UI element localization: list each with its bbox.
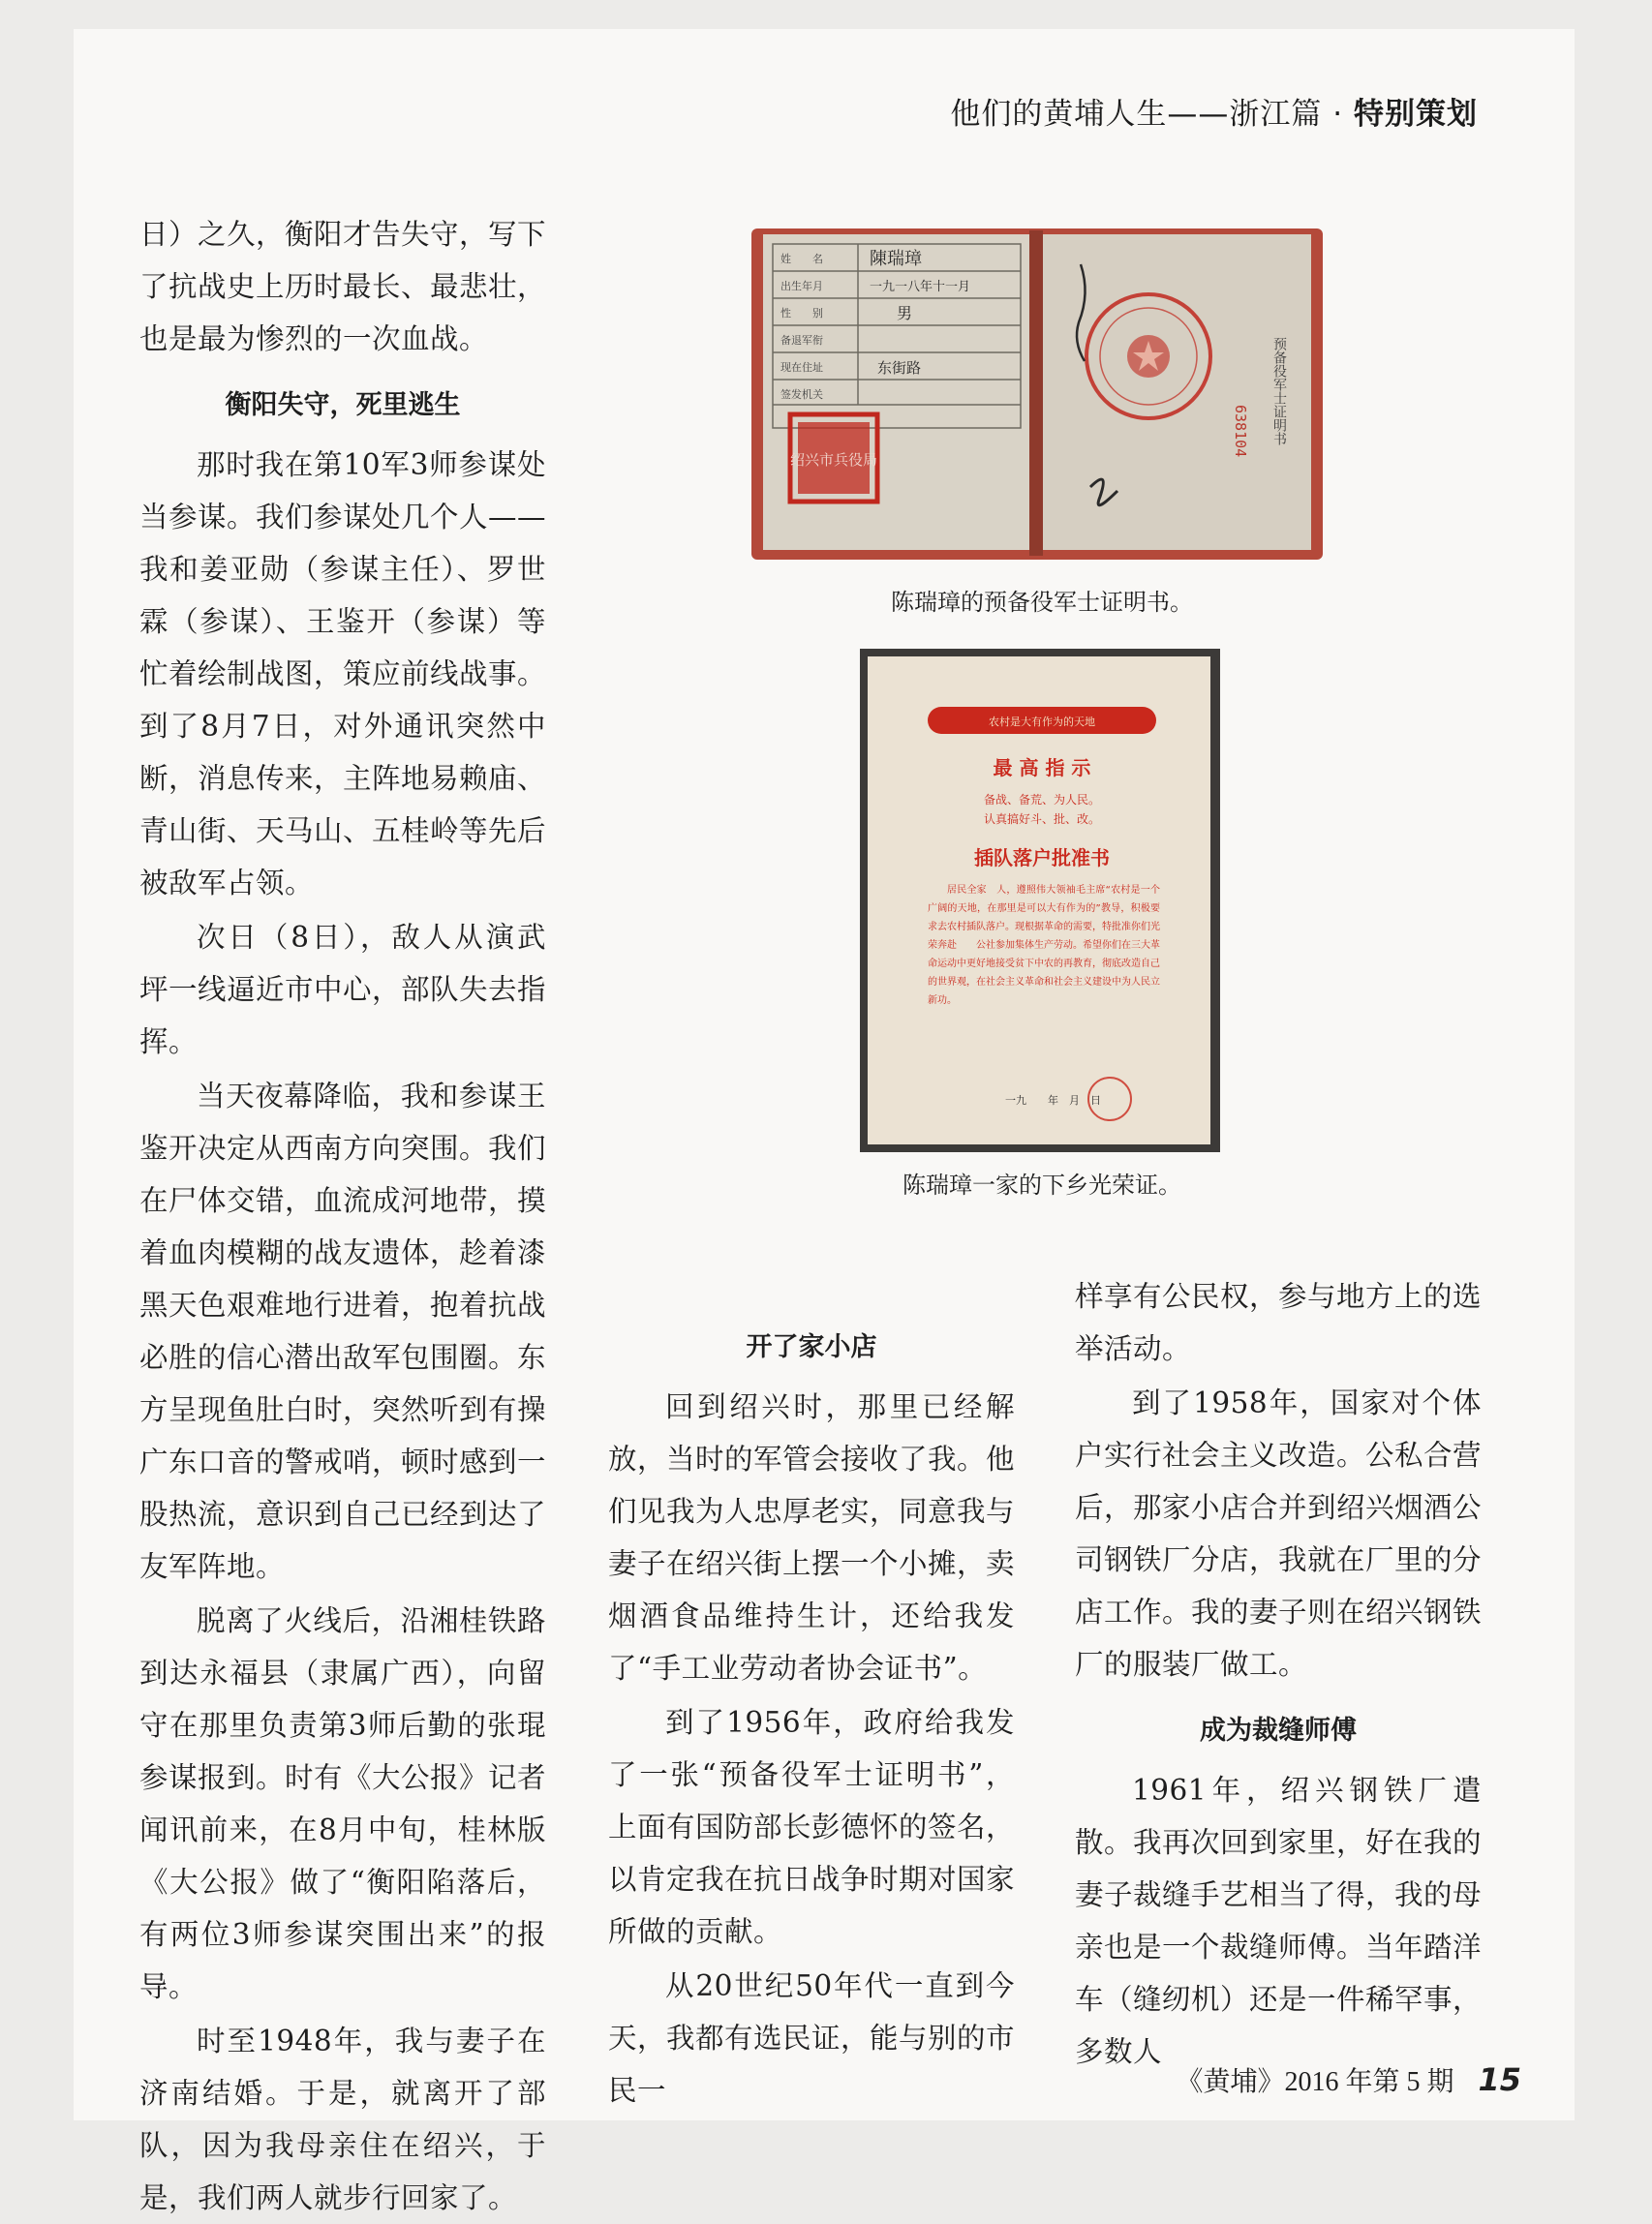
booklet-heading: 插队落户批准书 [974, 846, 1110, 869]
booklet-photo [860, 649, 1220, 1152]
paragraph: 到了1958年，国家对个体户实行社会主义改造。公私合营后，那家小店合并到绍兴烟酒公司钢铁厂分店，我就在厂里的分店工作。我的妻子则在绍兴钢铁厂的服装厂做工。 [1075, 1386, 1483, 1681]
issue-label: 《黄埔》2016 年第 5 期 [1176, 2067, 1454, 2097]
page-number: 15 [1478, 2061, 1521, 2098]
article-column-3 [1075, 1270, 1482, 2078]
booklet-quote: 认真搞好斗、批、改。 [983, 812, 1101, 826]
field-label: 现在住址 [780, 361, 823, 374]
certificate-image [751, 221, 1323, 564]
booklet-title: 最 高 指 示 [993, 756, 1091, 779]
paragraph: 次日（8日），敌人从演武坪一线逼近市中心，部队失去指挥。 [139, 921, 547, 1058]
header-column: 特别策划 [1354, 97, 1478, 132]
header-separator: · [1332, 97, 1344, 132]
page-footer [1176, 2060, 1521, 2099]
paragraph: 当天夜幕降临，我和参谋王鉴开决定从西南方向突围。我们在尸体交错，血流成河地带，摸着血肉模糊的战友遗体，趁着漆黑天色艰难地行进着，抱着抗战必胜的信心潜出敌军包围圈。东方呈现鱼肚白时，突然听到有操广东口音的警戒哨，顿时感到一股热流，意识到自己已经到达了友军阵地。 [139, 1080, 547, 1583]
certificate-photo [751, 221, 1323, 564]
paragraph: 脱离了火线后，沿湘桂铁路到达永福县（隶属广西），向留守在那里负责第3师后勤的张琨参谋报到。时有《大公报》记者闻讯前来，在8月中旬，桂林版《大公报》做了“衡阳陷落后，有两位3师参谋突围出来”的报导。 [139, 1604, 547, 2003]
paragraph: 回到绍兴时，那里已经解放，当时的军管会接收了我。他们见我为人忠厚老实，同意我与妻子在绍兴街上摆一个小摊，卖烟酒食品维持生计，还给我发了“手工业劳动者协会证书”。 [608, 1390, 1016, 1685]
handwritten-value: 男 [897, 304, 913, 322]
booklet-image [860, 649, 1220, 1152]
city-seal [790, 414, 877, 502]
booklet-date: 一九 年 月 日 [1005, 1094, 1101, 1107]
paragraph: 样享有公民权，参与地方上的选举活动。 [1075, 1280, 1483, 1365]
header-series: 他们的黄埔人生——浙江篇 [950, 97, 1323, 132]
paragraph: 日）之久，衡阳才告失守，写下了抗战史上历时最长、最悲壮，也是最为惨烈的一次血战。 [139, 218, 547, 355]
field-label: 出生年月 [780, 280, 823, 292]
booklet-quote: 备战、备荒、为人民。 [983, 793, 1101, 807]
field-label: 性 别 [780, 307, 823, 320]
handwritten-value: 一九一八年十一月 [870, 280, 971, 294]
paragraph: 时至1948年，我与妻子在济南结婚。于是，就离开了部队，因为我母亲住在绍兴，于是，我们两人就步行回家了。 [139, 2025, 546, 2214]
field-label: 姓 名 [780, 253, 823, 265]
handwritten-value: 东街路 [877, 359, 922, 377]
field-label: 备退军衔 [780, 334, 823, 347]
photo-caption: 陈瑞璋一家的下乡光荣证。 [902, 1172, 1181, 1199]
magazine-page [74, 29, 1575, 2214]
paragraph: 从20世纪50年代一直到今天，我都有选民证，能与别的市民一 [608, 1969, 1016, 2107]
paragraph: 1961年，绍兴钢铁厂遣散。我再次回到家里，好在我的妻子裁缝手艺相当了得，我的母亲也是一个裁缝师傅。当年踏洋车（缝纫机）还是一件稀罕事，多数人 [1075, 1774, 1483, 2068]
running-header [950, 89, 1478, 133]
certificate-number: 638104 [1232, 405, 1249, 458]
section-heading: 成为裁缝师傅 [1200, 1716, 1357, 1746]
field-label: 签发机关 [780, 388, 823, 401]
section-heading: 开了家小店 [746, 1332, 877, 1362]
paragraph: 那时我在第10军3师参谋处当参谋。我们参谋处几个人——我和姜亚勋（参谋主任）、罗世霖（参谋）、王鉴开（参谋）等忙着绘制战图，策应前线战事。到了8月7日，对外通讯突然中断，消息传来，主阵地易赖庙、青山街、天马山、五桂岭等先后被敌军占领。 [139, 448, 547, 899]
paragraph: 到了1956年，政府给我发了一张“预备役军士证明书”，上面有国防部长彭德怀的签名，以肯定我在抗日战争时期对国家所做的贡献。 [608, 1706, 1016, 1948]
handwritten-value: 陳瑞璋 [870, 249, 922, 269]
seal-text: 绍兴市兵役局 [789, 451, 878, 469]
booklet-banner: 农村是大有作为的天地 [989, 716, 1095, 728]
article-column-2 [608, 1328, 1015, 2117]
section-heading: 衡阳失守，死里逃生 [225, 390, 461, 420]
photo-caption: 陈瑞璋的预备役军士证明书。 [891, 589, 1193, 616]
article-column-1 [139, 208, 546, 2224]
booklet-body: 居民全家 人，遵照伟大领袖毛主席“农村是一个广阔的天地，在那里是可以大有作为的”教导，积极要求去农村插队落户。现根据革命的需要，特批准你们光荣奔赴 公社参加集体生产劳动。希望你们在三大革命运动中更好地接受贫下中农的再教育，彻底改造自己的世界观，在社会主义革命和社会主义建设中为人民立新功。 [928, 885, 1160, 1006]
certificate-title: 预备役军士证明书 [1271, 337, 1287, 445]
